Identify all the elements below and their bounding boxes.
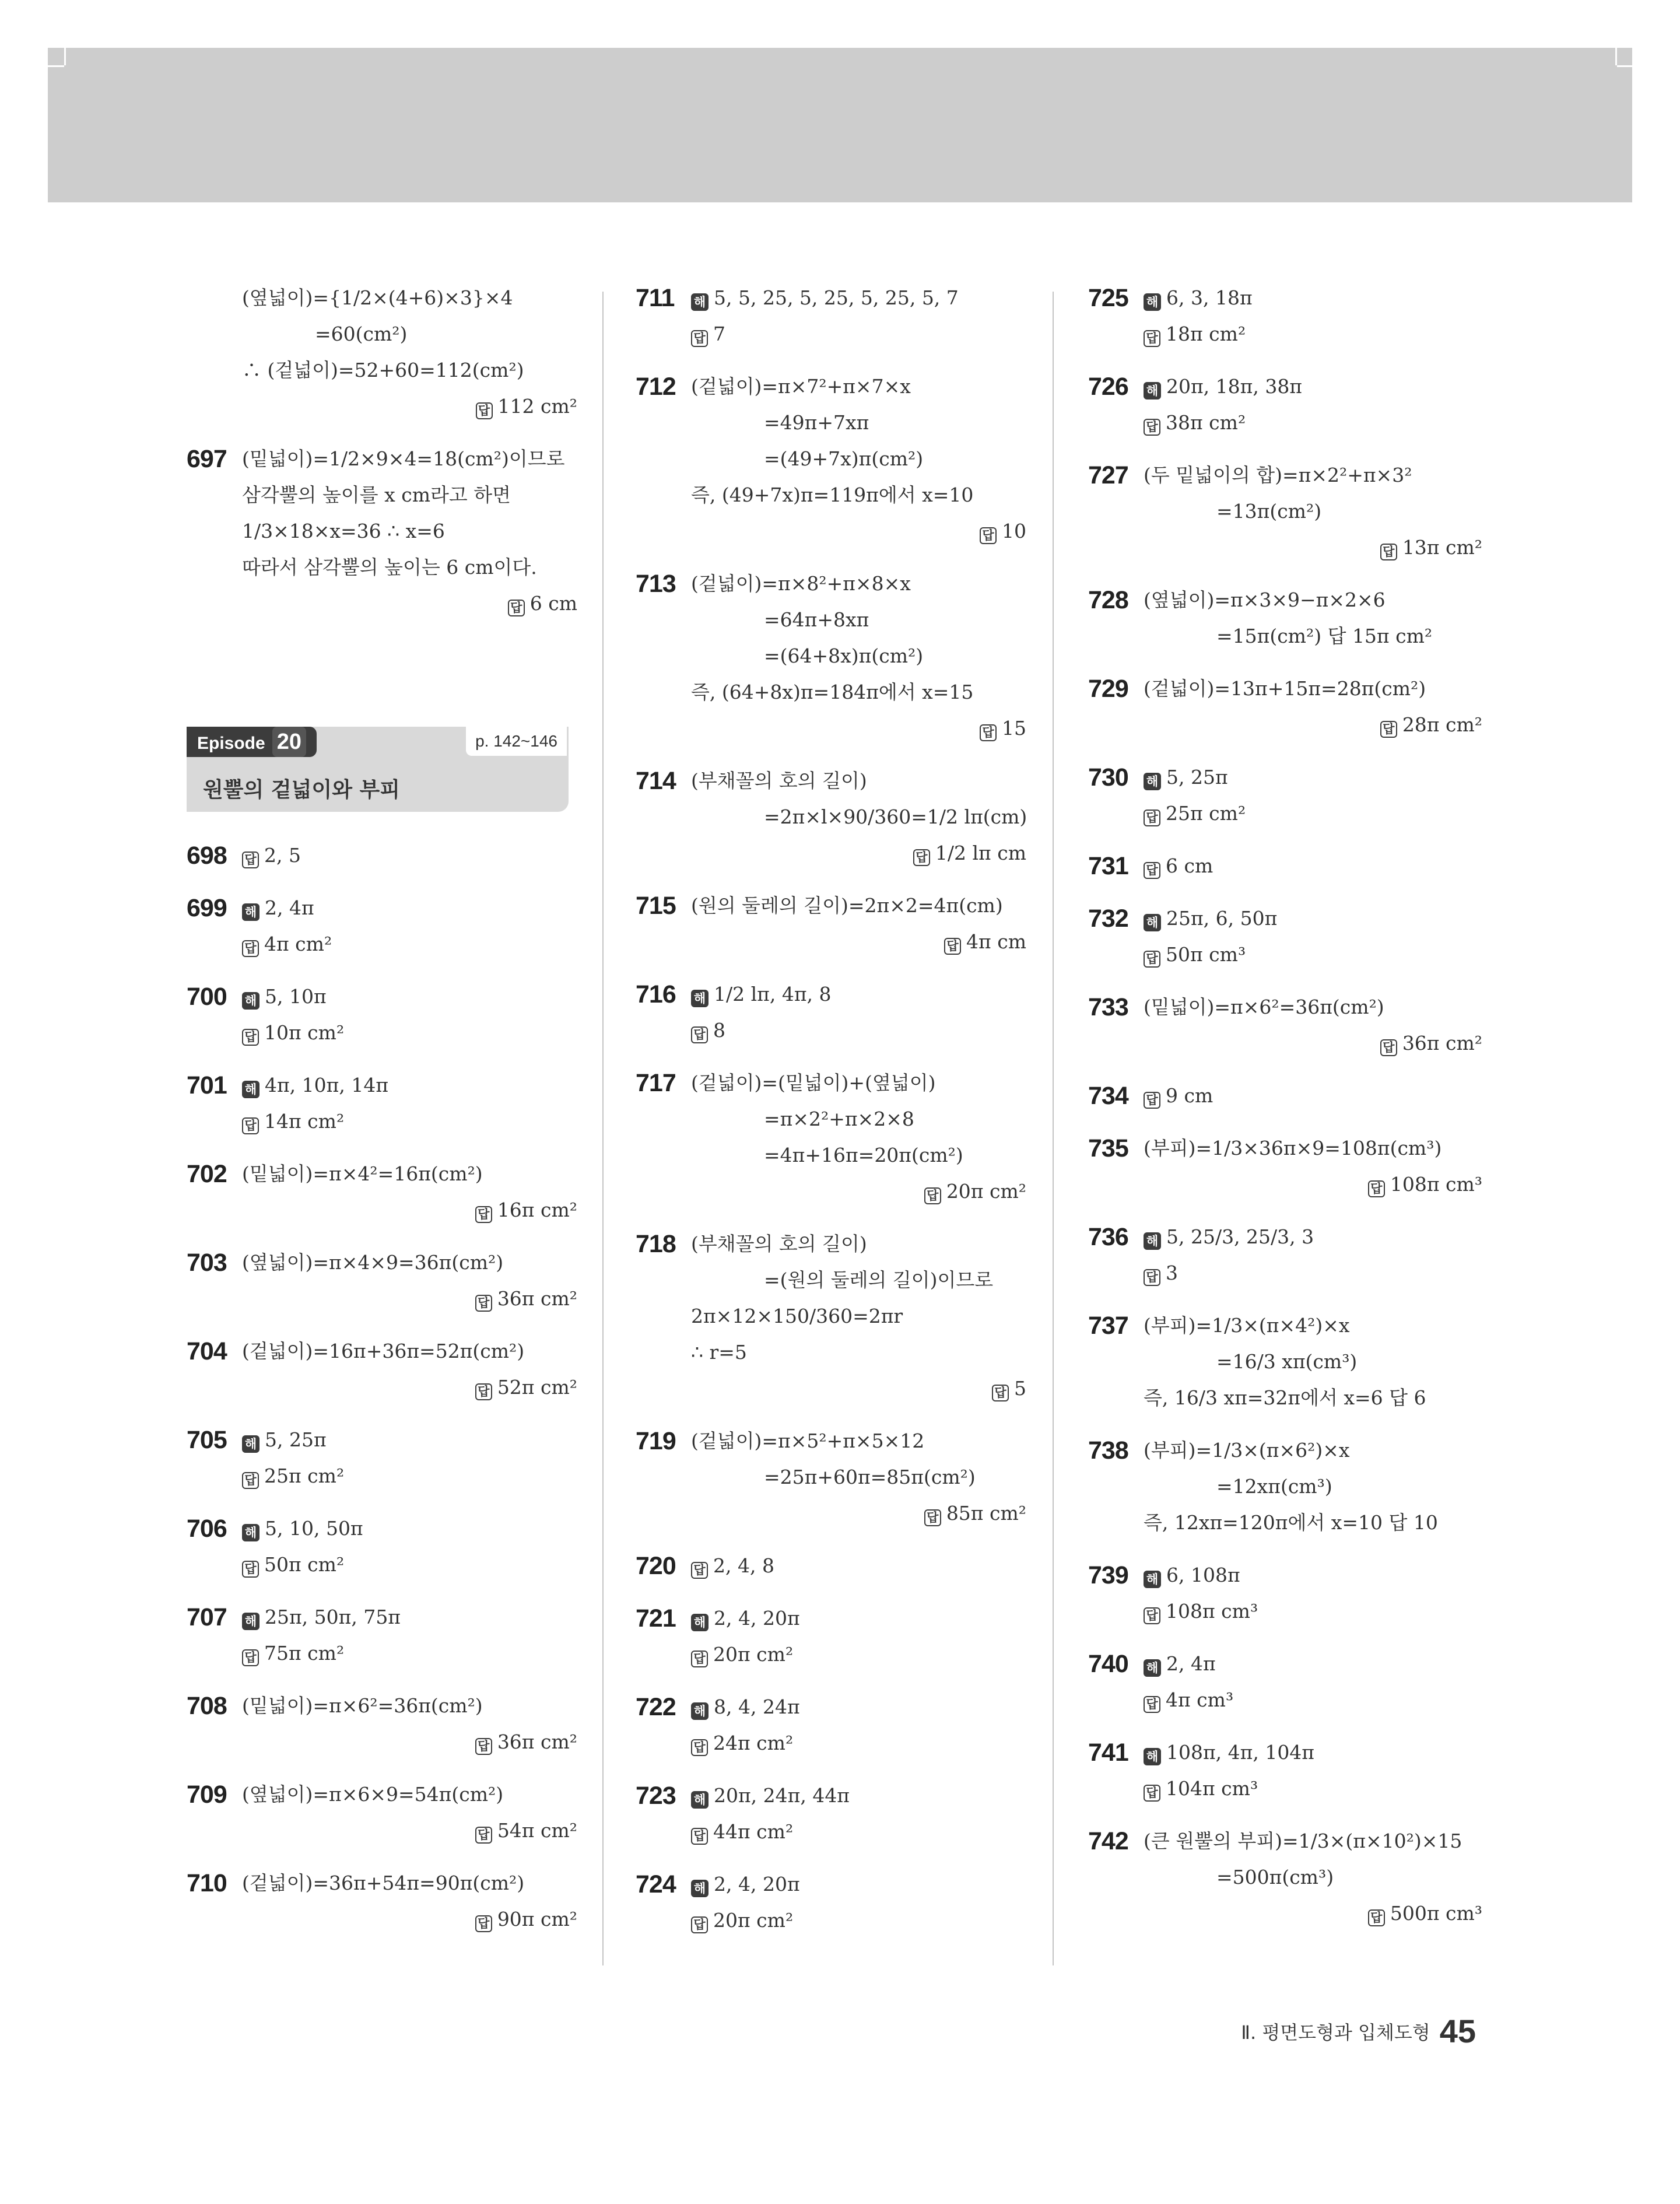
solution-line: 답 20π cm² <box>636 1637 1026 1673</box>
solution-line: ∴ (겉넓이)=52+60=112(cm²) <box>242 359 524 381</box>
answer-badge-icon: 답 <box>944 938 961 955</box>
problem-item <box>187 1511 577 1583</box>
solution-badge-icon: 해 <box>691 1614 709 1631</box>
solution-line: 즉, 12xπ=120π에서 x=10 답 10 <box>1144 1511 1438 1534</box>
answer-badge-icon: 답 <box>691 1026 708 1043</box>
problem-number: 706 <box>187 1515 227 1543</box>
solution-line: 해 2, 4, 20π <box>636 1600 1026 1637</box>
solution-badge-icon: 해 <box>1144 1571 1161 1588</box>
answer-badge-icon: 답 <box>1380 544 1397 560</box>
solution-line: =13π(cm²) <box>1216 500 1322 523</box>
solution-line: 답 24π cm² <box>636 1725 1026 1761</box>
solution-line: =12xπ(cm³) <box>1216 1475 1332 1498</box>
episode-number: 20 <box>272 727 306 757</box>
solution-line: (부채꼴의 호의 길이) <box>691 1232 867 1255</box>
solution-line: (두 밑넓이의 합)=π×2²+π×3² <box>1144 464 1412 486</box>
answer-badge-icon: 답 <box>1144 1269 1160 1286</box>
solution-line: 해 4π, 10π, 14π <box>187 1067 577 1103</box>
problem-item <box>187 1422 577 1494</box>
problem-number: 725 <box>1088 284 1128 312</box>
problem-item <box>1088 1735 1482 1807</box>
answer-badge-icon: 답 <box>242 852 259 868</box>
problem-number: 735 <box>1088 1134 1128 1162</box>
solution-line: 해 25π, 50π, 75π <box>187 1599 577 1635</box>
solution-line: 답 18π cm² <box>1088 316 1482 352</box>
solution-badge-icon: 해 <box>242 1524 259 1541</box>
problem-number: 729 <box>1088 675 1128 703</box>
solution-line: (옆넓이)=π×3×9−π×2×6 <box>1144 588 1386 611</box>
answer-badge-icon: 답 <box>1368 1909 1385 1926</box>
solution-line: =2π×l×90/360=1/2 lπ(cm) <box>764 805 1027 828</box>
solution-badge-icon: 해 <box>691 1880 709 1897</box>
episode-tag: Episode 20 <box>187 727 317 757</box>
solution-line: 답 3 <box>1088 1255 1482 1291</box>
solution-line: (밑넓이)=1/2×9×4=18(cm²)이므로 <box>242 447 565 470</box>
solution-line: (겉넓이)=16π+36π=52π(cm²) <box>242 1340 525 1362</box>
solution-badge-icon: 해 <box>1144 773 1161 790</box>
answer-badge-icon: 답 <box>475 1383 492 1400</box>
answer-line: 답 36π cm² <box>1088 1025 1482 1061</box>
answer-line: 답 1/2 lπ cm <box>636 835 1026 871</box>
solution-line: 답 7 <box>636 316 1026 352</box>
problem-item <box>1088 457 1482 566</box>
solution-badge-icon: 해 <box>1144 914 1161 931</box>
problem-item <box>636 369 1026 549</box>
problem-item <box>1088 1219 1482 1291</box>
solution-badge-icon: 해 <box>691 1791 709 1809</box>
problem-number: 727 <box>1088 461 1128 489</box>
answer-badge-icon: 답 <box>242 1649 259 1666</box>
solution-line: 해 6, 3, 18π <box>1088 280 1482 316</box>
answer-badge-icon: 답 <box>475 1206 492 1223</box>
solution-line: 답 4π cm² <box>187 926 577 962</box>
answer-badge-icon: 답 <box>1144 1785 1160 1802</box>
solution-line: 해 5, 10π <box>187 979 577 1015</box>
answer-line: 답 500π cm³ <box>1088 1895 1482 1932</box>
problem-number: 733 <box>1088 993 1128 1021</box>
solution-badge-icon: 해 <box>691 990 709 1007</box>
solution-line: (밑넓이)=π×4²=16π(cm²) <box>242 1162 483 1185</box>
answer-badge-icon: 답 <box>1144 1696 1160 1713</box>
problem-item <box>636 976 1026 1049</box>
solution-line: 해 2, 4π <box>1088 1646 1482 1682</box>
answer-badge-icon: 답 <box>242 1029 259 1046</box>
solution-line: 답 2, 5 <box>187 838 577 874</box>
answer-badge-icon: 답 <box>1144 862 1160 879</box>
solution-line: 답 14π cm² <box>187 1103 577 1140</box>
problem-number: 708 <box>187 1692 227 1720</box>
solution-line: =64π+8xπ <box>764 608 869 631</box>
solution-line: 해 5, 25/3, 25/3, 3 <box>1088 1219 1482 1255</box>
answer-line: 답 85π cm² <box>636 1495 1026 1532</box>
problem-number: 712 <box>636 373 676 401</box>
problem-number: 707 <box>187 1603 227 1631</box>
solution-line: (부피)=1/3×36π×9=108π(cm³) <box>1144 1137 1442 1159</box>
answer-badge-icon: 답 <box>1380 721 1397 738</box>
problem-item <box>1088 1308 1482 1416</box>
problem-number: 702 <box>187 1160 227 1188</box>
problem-item <box>1088 1130 1482 1203</box>
problem-number: 724 <box>636 1870 676 1898</box>
solution-line: 해 1/2 lπ, 4π, 8 <box>636 976 1026 1012</box>
solution-badge-icon: 해 <box>691 293 709 311</box>
problem-number: 736 <box>1088 1223 1128 1251</box>
solution-line: 답 4π cm³ <box>1088 1682 1482 1718</box>
answer-badge-icon: 답 <box>980 724 997 741</box>
problem-number: 741 <box>1088 1739 1128 1767</box>
solution-line: (겉넓이)=π×5²+π×5×12 <box>691 1429 925 1452</box>
answer-badge-icon: 답 <box>1144 951 1160 968</box>
answer-line: 답 15 <box>636 710 1026 747</box>
problem-number: 720 <box>636 1552 676 1580</box>
solution-line: =25π+60π=85π(cm²) <box>764 1466 976 1488</box>
problem-number: 734 <box>1088 1082 1128 1110</box>
problem-item <box>636 888 1026 960</box>
problem-number: 723 <box>636 1782 676 1810</box>
problem-number: 740 <box>1088 1650 1128 1678</box>
answer-badge-icon: 답 <box>508 600 525 616</box>
problem-number: 701 <box>187 1071 227 1099</box>
problem-number: 722 <box>636 1693 676 1721</box>
solution-line: =(64+8x)π(cm²) <box>764 644 924 667</box>
solution-line: 해 8, 4, 24π <box>636 1689 1026 1725</box>
problem-item <box>1088 582 1482 654</box>
answer-badge-icon: 답 <box>691 1651 708 1667</box>
crop-mark <box>64 48 66 65</box>
problem-item <box>1088 1432 1482 1541</box>
problem-item <box>187 838 577 874</box>
answer-line: 답 10 <box>636 513 1026 549</box>
solution-line: (옆넓이)=π×6×9=54π(cm²) <box>242 1783 504 1806</box>
solution-line: (원의 둘레의 길이)=2π×2=4π(cm) <box>691 894 1003 917</box>
solution-line: =49π+7xπ <box>764 411 869 434</box>
problem-number: 700 <box>187 983 227 1011</box>
problem-number: 721 <box>636 1604 676 1632</box>
problem-number: 737 <box>1088 1312 1128 1340</box>
answer-line: 답 20π cm² <box>636 1173 1026 1210</box>
solution-line: 답 50π cm² <box>187 1547 577 1583</box>
problem-item <box>636 1689 1026 1761</box>
answer-line: 답 16π cm² <box>187 1192 577 1228</box>
solution-line: =4π+16π=20π(cm²) <box>764 1144 963 1166</box>
problem-item <box>187 1776 577 1849</box>
solution-line: 해 108π, 4π, 104π <box>1088 1735 1482 1771</box>
answer-badge-icon: 답 <box>1144 419 1160 436</box>
answer-badge-icon: 답 <box>992 1385 1009 1401</box>
chapter-title: Ⅱ. 평면도형과 입체도형 <box>1241 2021 1430 2044</box>
answer-badge-icon: 답 <box>1144 1607 1160 1624</box>
problem-item <box>187 1865 577 1937</box>
solution-badge-icon: 해 <box>242 903 259 921</box>
solution-line: 답 2, 4, 8 <box>636 1548 1026 1584</box>
problem-item <box>636 1600 1026 1673</box>
problem-item <box>187 280 577 425</box>
solution-line: 답 50π cm³ <box>1088 937 1482 973</box>
episode-header <box>187 727 577 814</box>
problem-item <box>187 1156 577 1228</box>
problem-item <box>636 280 1026 352</box>
problem-item <box>636 1226 1026 1407</box>
solution-line: 해 20π, 18π, 38π <box>1088 369 1482 405</box>
solution-line: (큰 원뿔의 부피)=1/3×(π×10²)×15 <box>1144 1830 1462 1852</box>
solution-line: 2π×12×150/360=2πr <box>691 1305 903 1327</box>
answer-badge-icon: 답 <box>924 1187 941 1204</box>
solution-line: (겉넓이)=13π+15π=28π(cm²) <box>1144 677 1426 700</box>
answer-line: 답 6 cm <box>187 586 577 622</box>
problem-number: 717 <box>636 1069 676 1097</box>
solution-line: 답 38π cm² <box>1088 405 1482 441</box>
problem-item <box>636 1065 1026 1210</box>
answer-badge-icon: 답 <box>242 940 259 957</box>
problem-item <box>1088 671 1482 743</box>
problem-item <box>636 1778 1026 1850</box>
solution-line: =60(cm²) <box>315 323 408 345</box>
solution-badge-icon: 해 <box>242 992 259 1010</box>
answer-badge-icon: 답 <box>1380 1039 1397 1056</box>
solution-line: ∴ r=5 <box>691 1341 747 1364</box>
problem-number: 698 <box>187 842 227 870</box>
solution-badge-icon: 해 <box>242 1613 259 1630</box>
answer-line: 답 36π cm² <box>187 1724 577 1760</box>
problem-item <box>636 1548 1026 1584</box>
answer-line: 답 90π cm² <box>187 1901 577 1937</box>
solution-line: =500π(cm³) <box>1216 1866 1334 1888</box>
answer-badge-icon: 답 <box>691 1916 708 1933</box>
problem-number: 703 <box>187 1249 227 1277</box>
answer-badge-icon: 답 <box>242 1117 259 1134</box>
solution-line: 해 2, 4, 20π <box>636 1866 1026 1902</box>
problem-number: 726 <box>1088 373 1128 401</box>
problem-number: 719 <box>636 1427 676 1455</box>
problem-item <box>187 890 577 962</box>
solution-line: (부피)=1/3×(π×4²)×x <box>1144 1314 1350 1337</box>
column-3 <box>1088 280 1482 1932</box>
solution-badge-icon: 해 <box>1144 382 1161 400</box>
crop-mark <box>48 65 64 67</box>
solution-line: (겉넓이)=π×8²+π×8×x <box>691 572 911 595</box>
crop-mark <box>1615 48 1617 65</box>
answer-badge-icon: 답 <box>1144 810 1160 826</box>
problem-item <box>187 1333 577 1406</box>
solution-line: (옆넓이)={1/2×(4+6)×3}×4 <box>242 286 513 309</box>
problem-item <box>636 566 1026 747</box>
solution-badge-icon: 해 <box>1144 1748 1161 1765</box>
answer-badge-icon: 답 <box>475 1738 492 1755</box>
solution-line: 답 20π cm² <box>636 1902 1026 1939</box>
problem-number: 738 <box>1088 1436 1128 1464</box>
solution-line: 해 6, 108π <box>1088 1557 1482 1593</box>
problem-item <box>1088 1823 1482 1932</box>
answer-badge-icon: 답 <box>242 1561 259 1578</box>
answer-badge-icon: 답 <box>476 402 493 419</box>
problem-item <box>636 763 1026 871</box>
answer-badge-icon: 답 <box>1144 1092 1160 1109</box>
problem-number: 715 <box>636 892 676 920</box>
column-2 <box>636 280 1026 1939</box>
problem-item <box>187 1688 577 1760</box>
solution-line: =π×2²+π×2×8 <box>764 1108 914 1130</box>
answer-badge-icon: 답 <box>691 1562 708 1579</box>
answer-badge-icon: 답 <box>242 1472 259 1489</box>
solution-line: 답 9 cm <box>1088 1078 1482 1114</box>
answer-badge-icon: 답 <box>980 527 997 544</box>
answer-line: 답 36π cm² <box>187 1281 577 1317</box>
problem-number: 714 <box>636 767 676 795</box>
problem-number: 705 <box>187 1426 227 1454</box>
solution-badge-icon: 해 <box>242 1081 259 1098</box>
solution-line: (부피)=1/3×(π×6²)×x <box>1144 1439 1350 1462</box>
problem-number: 728 <box>1088 586 1128 614</box>
problem-number: 731 <box>1088 852 1128 880</box>
answer-line: 답 108π cm³ <box>1088 1166 1482 1203</box>
solution-line: 즉, (49+7x)π=119π에서 x=10 <box>691 483 974 506</box>
solution-line: =16/3 xπ(cm³) <box>1216 1350 1358 1373</box>
solution-line: =(원의 둘레의 길이)이므로 <box>764 1269 994 1291</box>
problem-item <box>1088 1557 1482 1630</box>
solution-line: 답 25π cm² <box>187 1458 577 1494</box>
solution-line: 답 6 cm <box>1088 848 1482 884</box>
problem-number: 732 <box>1088 905 1128 933</box>
header-band <box>48 48 1632 202</box>
answer-line: 답 112 cm² <box>187 388 577 425</box>
answer-badge-icon: 답 <box>475 1915 492 1932</box>
problem-item <box>1088 1078 1482 1114</box>
page-number: 45 <box>1439 2013 1476 2049</box>
episode-pages: p. 142~146 <box>466 727 567 756</box>
column-1 <box>187 280 577 1937</box>
answer-line: 답 54π cm² <box>187 1813 577 1849</box>
problem-number: 697 <box>187 445 227 473</box>
answer-badge-icon: 답 <box>913 849 930 866</box>
answer-badge-icon: 답 <box>691 330 708 347</box>
solution-line: 답 75π cm² <box>187 1635 577 1672</box>
solution-line: 해 20π, 24π, 44π <box>636 1778 1026 1814</box>
answer-line: 답 13π cm² <box>1088 530 1482 566</box>
problem-number: 710 <box>187 1869 227 1897</box>
answer-badge-icon: 답 <box>691 1739 708 1756</box>
answer-badge-icon: 답 <box>924 1509 941 1526</box>
column-divider <box>1053 292 1054 1965</box>
answer-line: 답 52π cm² <box>187 1369 577 1406</box>
problem-number: 718 <box>636 1230 676 1258</box>
answer-badge-icon: 답 <box>475 1295 492 1312</box>
problem-item <box>1088 900 1482 973</box>
solution-line: (부채꼴의 호의 길이) <box>691 769 867 792</box>
solution-line: (밑넓이)=π×6²=36π(cm²) <box>242 1694 483 1717</box>
problem-item <box>1088 369 1482 441</box>
column-divider <box>602 292 604 1965</box>
page-footer <box>1241 2012 1476 2050</box>
answer-badge-icon: 답 <box>1368 1180 1385 1197</box>
solution-line: =15π(cm²) 답 15π cm² <box>1216 625 1433 647</box>
answer-badge-icon: 답 <box>475 1827 492 1844</box>
problem-item <box>636 1866 1026 1939</box>
solution-badge-icon: 해 <box>1144 1659 1161 1677</box>
problem-number: 709 <box>187 1781 227 1809</box>
solution-badge-icon: 해 <box>242 1435 259 1453</box>
solution-line: 따라서 삼각뿔의 높이는 6 cm이다. <box>242 556 537 579</box>
solution-line: 1/3×18×x=36 ∴ x=6 <box>242 520 445 542</box>
solution-line: (겉넓이)=(밑넓이)+(옆넓이) <box>691 1071 936 1094</box>
problem-item <box>1088 759 1482 832</box>
episode-title: 원뿔의 겉넓이와 부피 <box>203 778 401 802</box>
problem-item <box>1088 848 1482 884</box>
problem-item <box>187 1067 577 1140</box>
problem-number: 699 <box>187 894 227 922</box>
solution-line: 해 2, 4π <box>187 890 577 926</box>
solution-line: 답 8 <box>636 1012 1026 1049</box>
solution-line: (겉넓이)=36π+54π=90π(cm²) <box>242 1872 525 1894</box>
solution-badge-icon: 해 <box>691 1702 709 1720</box>
problem-item <box>187 979 577 1051</box>
problem-number: 713 <box>636 570 676 598</box>
solution-line: 해 5, 25π <box>1088 759 1482 796</box>
solution-line: 해 5, 10, 50π <box>187 1511 577 1547</box>
solution-line: 삼각뿔의 높이를 x cm라고 하면 <box>242 483 511 506</box>
problem-item <box>187 441 577 622</box>
solution-line: 해 5, 5, 25, 5, 25, 5, 25, 5, 7 <box>636 280 1026 316</box>
solution-line: 답 25π cm² <box>1088 796 1482 832</box>
solution-line: 해 25π, 6, 50π <box>1088 900 1482 937</box>
problem-item <box>636 1423 1026 1532</box>
solution-line: (밑넓이)=π×6²=36π(cm²) <box>1144 996 1384 1018</box>
solution-line: 답 44π cm² <box>636 1814 1026 1850</box>
crop-mark <box>1617 65 1632 67</box>
answer-badge-icon: 답 <box>691 1828 708 1845</box>
problem-number: 739 <box>1088 1561 1128 1589</box>
problem-item <box>1088 280 1482 352</box>
solution-line: 즉, 16/3 xπ=32π에서 x=6 답 6 <box>1144 1386 1426 1409</box>
solution-line: 답 104π cm³ <box>1088 1771 1482 1807</box>
solution-line: =(49+7x)π(cm²) <box>764 447 924 470</box>
solution-line: 답 10π cm² <box>187 1015 577 1051</box>
problem-number: 742 <box>1088 1827 1128 1855</box>
solution-line: (옆넓이)=π×4×9=36π(cm²) <box>242 1251 504 1274</box>
answer-line: 답 28π cm² <box>1088 707 1482 743</box>
problem-number: 730 <box>1088 763 1128 791</box>
problem-item <box>1088 989 1482 1061</box>
problem-item <box>187 1599 577 1672</box>
answer-badge-icon: 답 <box>1144 330 1160 347</box>
solution-line: 답 108π cm³ <box>1088 1593 1482 1630</box>
problem-item <box>187 1245 577 1317</box>
problem-number: 716 <box>636 980 676 1008</box>
solution-badge-icon: 해 <box>1144 293 1161 311</box>
answer-line: 답 5 <box>636 1371 1026 1407</box>
solution-line: (겉넓이)=π×7²+π×7×x <box>691 375 911 398</box>
problem-number: 704 <box>187 1337 227 1365</box>
solution-line: 즉, (64+8x)π=184π에서 x=15 <box>691 681 974 703</box>
problem-number: 711 <box>636 284 675 312</box>
problem-item <box>1088 1646 1482 1718</box>
solution-line: 해 5, 25π <box>187 1422 577 1458</box>
solution-badge-icon: 해 <box>1144 1232 1161 1250</box>
answer-line: 답 4π cm <box>636 924 1026 960</box>
